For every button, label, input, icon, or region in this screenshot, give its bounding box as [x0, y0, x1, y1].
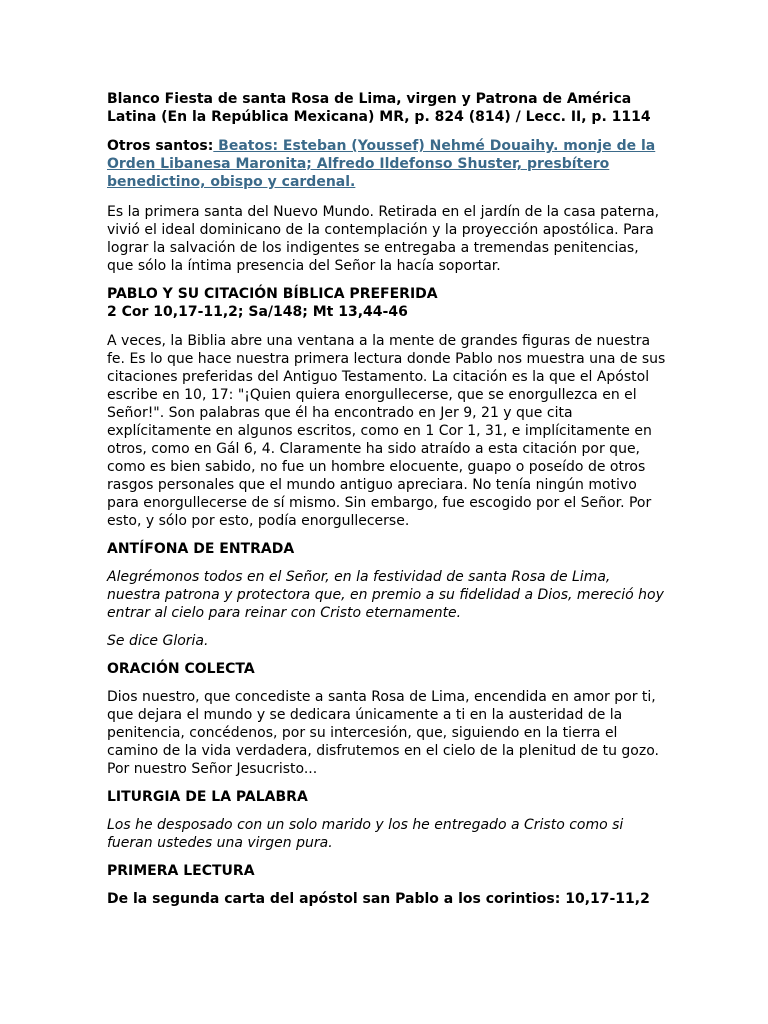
cita-references: 2 Cor 10,17-11,2; Sa/148; Mt 13,44-46: [107, 304, 408, 320]
antifona-heading: ANTÍFONA DE ENTRADA: [107, 541, 295, 557]
cita-paragraph: A veces, la Biblia abre una ventana a la mente de grandes figuras de nuestra fe. Es lo que hace nuestra primera lectura donde Pablo nos muestra una de sus citaciones preferidas del Antiguo Testamento. La citación es la que el Apóstol escribe en 10, 17: "¡Quien quiera enorgullecerse, que se enorgullezca en el Señor!". Son palabras que él ha encontrado en Jer 9, 21 y que cita explícitamente en algunos escritos, como en 1 Cor 1, 31, e implícitamente en otros, como en Gál 6, 4. Claramente ha sido atraído a esta citación por que, como es bien sabido, no fue un hombre elocuente, guapo o poseído de otros rasgos personales que el mundo antiguo apreciara. No tenía ningún motivo para enorgullecerse de sí mismo. Sin embargo, fue escogido por el Señor. Por esto, y sólo por esto, podía enorgullecerse.: [107, 333, 666, 529]
antifona-text: Alegrémonos todos en el Señor, en la festividad de santa Rosa de Lima, nuestra patrona y protectora que, en premio a su fidelidad a Dios, mereció hoy entrar al cielo para reinar con Cristo eternamente.: [107, 569, 664, 621]
otros-santos-paragraph: [107, 137, 667, 191]
cita-heading: [107, 285, 667, 321]
otros-santos-label: Otros santos:: [107, 138, 214, 154]
header-title: [107, 90, 667, 126]
liturgia-heading: LITURGIA DE LA PALABRA: [107, 789, 308, 805]
liturgia-text: Los he desposado con un solo marido y los he entregado a Cristo como si fueran ustedes una virgen pura.: [107, 817, 624, 851]
document-page: [107, 90, 667, 908]
cita-heading-title: PABLO Y SU CITACIÓN BÍBLICA PREFERIDA: [107, 286, 438, 302]
primera-lectura-heading: PRIMERA LECTURA: [107, 863, 255, 879]
primera-lectura-source: De la segunda carta del apóstol san Pablo a los corintios: 10,17-11,2: [107, 891, 650, 907]
colecta-heading: ORACIÓN COLECTA: [107, 661, 255, 677]
intro-paragraph: Es la primera santa del Nuevo Mundo. Retirada en el jardín de la casa paterna, vivió el ideal dominicano de la contemplación y la proyección apostólica. Para lograr la salvación de los indigentes se entregaba a tremendas penitencias, que sólo la íntima presencia del Señor la hacía soportar.: [107, 204, 660, 274]
header-line-2: Latina (En la República Mexicana) MR, p. 824 (814) / Lecc. II, p. 1114: [107, 109, 651, 125]
colecta-text: Dios nuestro, que concediste a santa Rosa de Lima, encendida en amor por ti, que dejara el mundo y se dedicara únicamente a ti en la austeridad de la penitencia, concédenos, por su intercesión, que, siguiendo en la tierra el camino de la vida verdadera, disfrutemos en el cielo de la plenitud de tu gozo. Por nuestro Señor Jesucristo...: [107, 689, 659, 777]
header-line-1: Blanco Fiesta de santa Rosa de Lima, virgen y Patrona de América: [107, 91, 632, 107]
otros-santos-link[interactable]: Beatos: Esteban (Youssef) Nehmé Douaihy. monje de la Orden Libanesa Maronita; Alfredo Ildefonso Shuster, presbítero benedictino, obispo y cardenal.: [107, 138, 656, 190]
gloria-note: Se dice Gloria.: [107, 633, 209, 649]
